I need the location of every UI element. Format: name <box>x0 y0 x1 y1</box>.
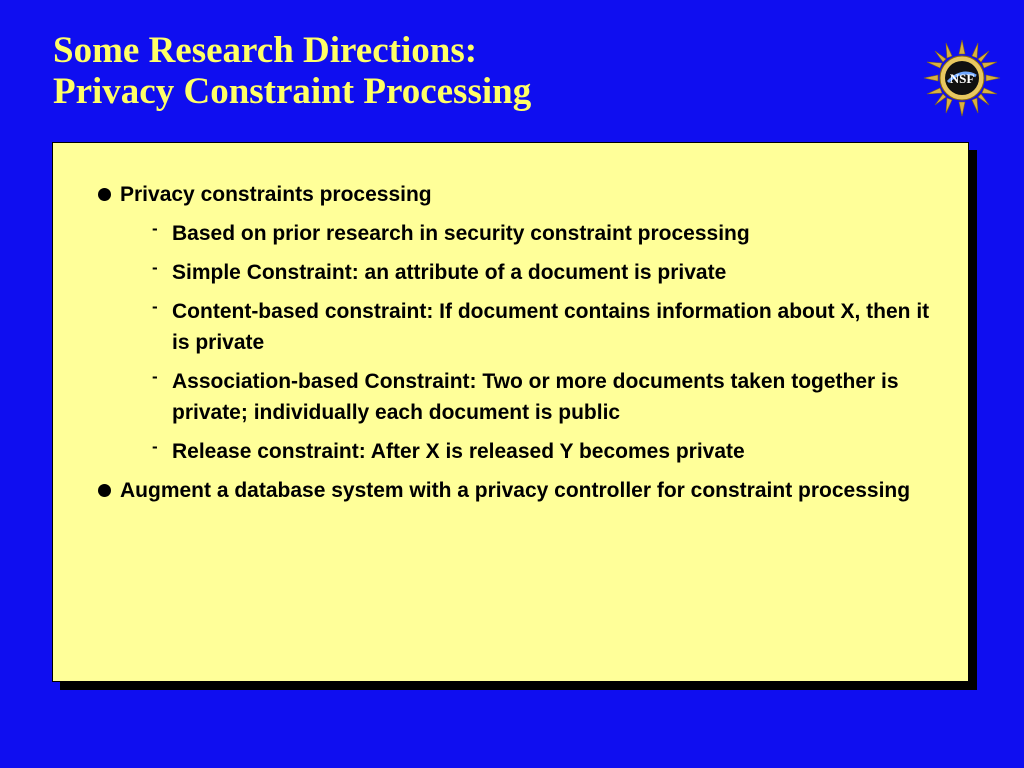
sub-item-text: Simple Constraint: an attribute of a document is private <box>172 261 727 284</box>
sub-item <box>150 296 932 358</box>
bullet-text: Augment a database system with a privacy controller for constraint processing <box>120 479 911 502</box>
dash-icon: - <box>152 437 158 456</box>
sub-item-text: Content-based constraint: If document contains information about X, then it is private <box>172 300 930 354</box>
sub-item-text: Release constraint: After X is released Y becomes private <box>172 440 745 463</box>
bullet-text: Privacy constraints processing <box>120 183 432 206</box>
title-line-2: Privacy Constraint Processing <box>53 71 532 112</box>
nsf-logo-text: NSF <box>949 71 975 86</box>
title-line-1: Some Research Directions: <box>53 30 478 71</box>
bullet-dot-icon <box>98 188 111 201</box>
bullet-item-privacy-constraints <box>98 179 958 467</box>
dash-icon: - <box>152 297 158 316</box>
sub-item <box>150 257 932 288</box>
bullet-item-augment-database <box>98 475 958 506</box>
sub-item-text: Based on prior research in security constraint processing <box>172 222 750 245</box>
sub-item-text: Association-based Constraint: Two or more documents taken together is private; individually each document is public <box>172 370 899 424</box>
bullet-dot-icon <box>98 484 111 497</box>
dash-icon: - <box>152 258 158 277</box>
dash-icon: - <box>152 219 158 238</box>
content-panel <box>52 142 969 682</box>
sub-item <box>150 218 932 249</box>
sub-list <box>150 218 958 467</box>
bullet-list <box>98 179 958 514</box>
sub-item <box>150 436 932 467</box>
sub-item <box>150 366 932 428</box>
nsf-logo-icon <box>922 38 1002 118</box>
dash-icon: - <box>152 367 158 386</box>
slide-title <box>53 30 873 112</box>
